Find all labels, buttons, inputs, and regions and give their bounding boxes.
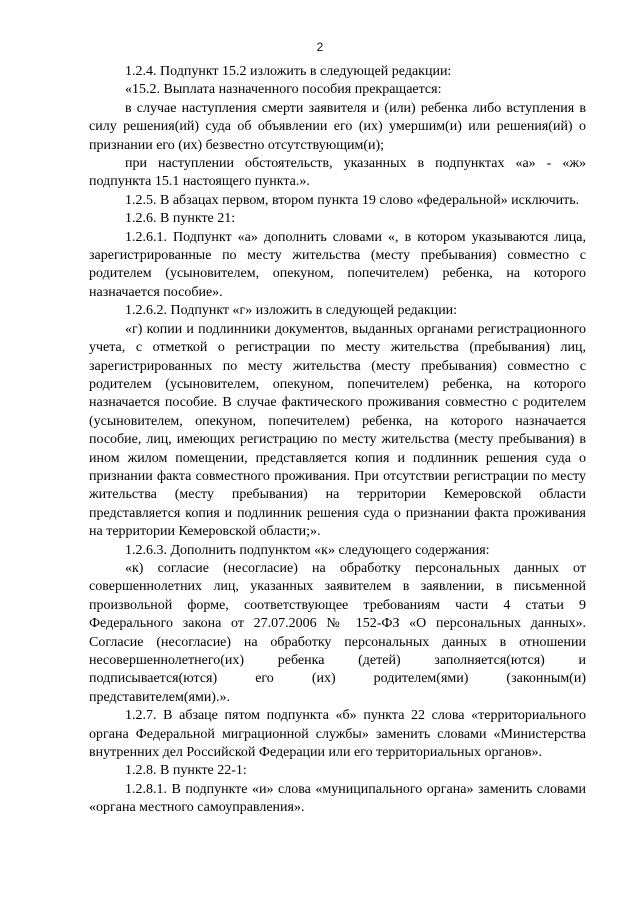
paragraph-1-2-6-1: 1.2.6.1. Подпункт «а» дополнить словами «, в котором указываются лица, зарегистрированные по месту жительства (месту пребывания) совместно с родителем (усыновителем, опекуном, попечителем) ребенка, на которого назначается пособие». <box>89 229 586 300</box>
paragraph-circumstances: при наступлении обстоятельств, указанных в подпунктах «а» - «ж» подпункта 15.1 настоящего пункта.». <box>89 156 586 190</box>
paragraph-1-2-6: 1.2.6. В пункте 21: <box>125 211 236 227</box>
paragraph-1-2-6-2: 1.2.6.2. Подпункт «г» изложить в следующей редакции: <box>125 303 458 319</box>
document-body <box>89 63 586 818</box>
paragraph-quote-15-2: «15.2. Выплата назначенного пособия прекращается: <box>125 82 442 98</box>
paragraph-1-2-7: 1.2.7. В абзаце пятом подпункта «б» пункта 22 слова «территориального органа Федеральной миграционной службы» заменить словами «Министерства внутренних дел Российской Федерации или его территориальных органов». <box>89 708 586 761</box>
paragraph-subitem-k: «к) согласие (несогласие) на обработку персональных данных от совершеннолетних лиц, указанных заявителем в заявлении, в письменной произвольной форме, соответствующее требованиям части 4 статьи 9 Федерального закона от 27.07.2006 № 152-ФЗ «О персональных данных». Согласие (несогласие) на обработку персональных данных в отношении несовершеннолетнего(их) ребенка (детей) заполняется(ются) и подписывается(ются) его (их) родителем(ями) (законным(и) представителем(ями).». <box>89 560 586 705</box>
paragraph-subitem-g: «г) копии и подлинники документов, выданных органами регистрационного учета, с отметкой о регистрации по месту жительства (пребывания) лиц, зарегистрированных по месту жительства (месту пребывания) совместно с родителем (усыновителем, опекуном, попечителем) ребенка, на которого назначается пособие. В случае фактического проживания совместно с родителем (усыновителем, опекуном, попечителем) ребенка, на которого назначается пособие, лиц, имеющих регистрацию по месту жительства (месту пребывания) в ином жилом помещении, представляется копия и подлинник решения суда о признании факта совместного проживания. При отсутствии регистрации по месту жительства (месту пребывания) на территории Кемеровской области представляется копия и подлинник решения суда о признании факта проживания на территории Кемеровской области;». <box>89 321 586 540</box>
paragraph-1-2-5: 1.2.5. В абзацах первом, втором пункта 19 слово «федеральной» исключить. <box>125 192 580 208</box>
paragraph-1-2-8-1: 1.2.8.1. В подпункте «и» слова «муниципального органа» заменить словами «органа местного самоуправления». <box>89 781 586 816</box>
paragraph-1-2-6-3: 1.2.6.3. Дополнить подпунктом «к» следующего содержания: <box>125 542 490 558</box>
paragraph-death-case: в случае наступления смерти заявителя и (или) ребенка либо вступления в силу решения(ий) суда об объявлении его (их) умершим(и) или решения(ий) о признании его (их) безвестно отсутствующим(и); <box>89 100 586 153</box>
paragraph-1-2-8: 1.2.8. В пункте 22-1: <box>125 763 247 779</box>
page-number: 2 <box>316 40 324 54</box>
paragraph-1-2-4: 1.2.4. Подпункт 15.2 изложить в следующей редакции: <box>125 64 452 79</box>
